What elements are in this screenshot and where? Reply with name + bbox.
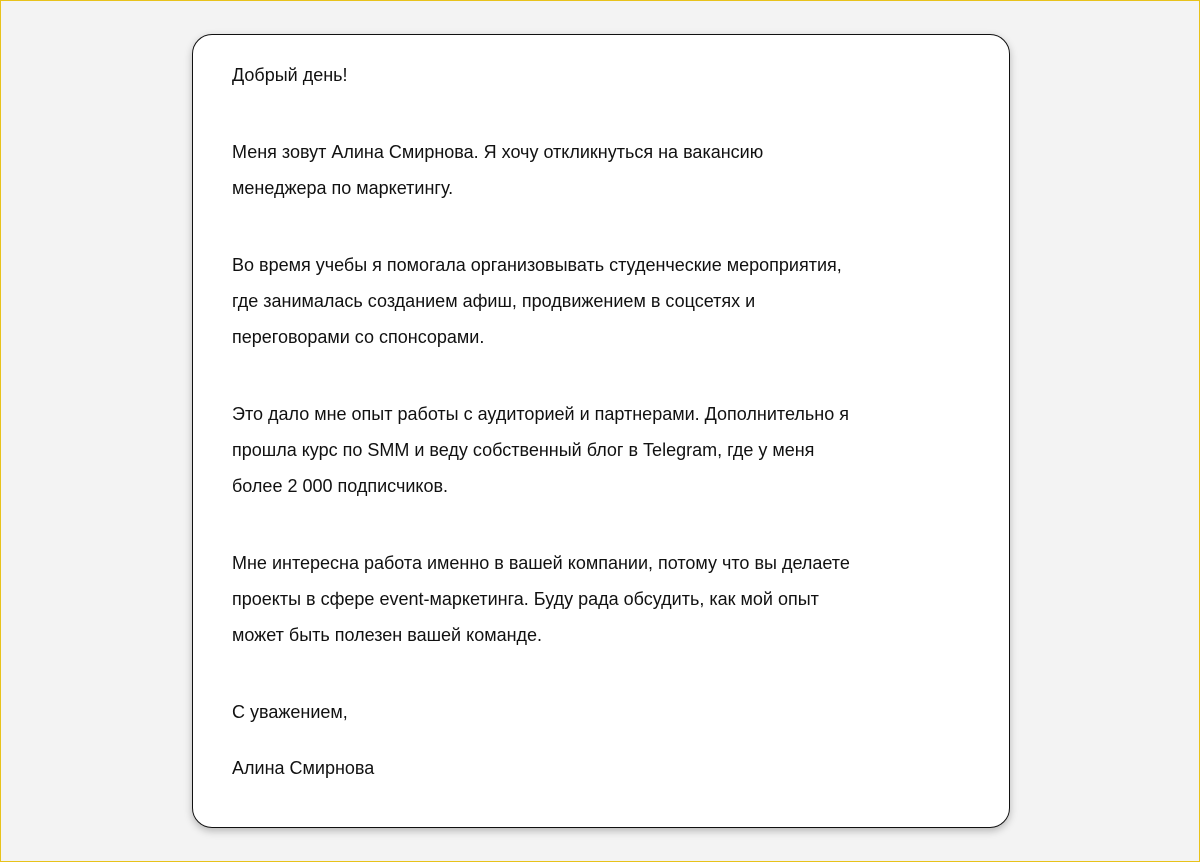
text-line: где занималась созданием афиш, продвижением в соцсетях и bbox=[232, 291, 756, 311]
text-line: Это дало мне опыт работы с аудиторией и партнерами. Дополнительно я bbox=[232, 404, 849, 424]
text-line: Меня зовут Алина Смирнова. Я хочу откликнуться на вакансию bbox=[232, 142, 764, 162]
text-line: может быть полезен вашей команде. bbox=[232, 625, 543, 645]
greeting-text: Добрый день! bbox=[232, 65, 348, 85]
text-line: Мне интересна работа именно в вашей компании, потому что вы делаете bbox=[232, 553, 850, 573]
signature bbox=[232, 750, 1009, 786]
closing bbox=[232, 694, 1009, 730]
paragraph-skills bbox=[232, 396, 1009, 504]
closing-text: С уважением, bbox=[232, 702, 348, 722]
text-line: Во время учебы я помогала организовывать студенческие мероприятия, bbox=[232, 255, 842, 275]
text-line: менеджера по маркетингу. bbox=[232, 178, 454, 198]
paragraph-motivation bbox=[232, 545, 1009, 653]
paragraph-experience bbox=[232, 247, 1009, 355]
text-line: переговорами со спонсорами. bbox=[232, 327, 485, 347]
paragraph-intro bbox=[232, 134, 1009, 206]
text-line: прошла курс по SMM и веду собственный блог в Telegram, где у меня bbox=[232, 440, 815, 460]
greeting bbox=[232, 57, 1009, 93]
text-line: более 2 000 подписчиков. bbox=[232, 476, 449, 496]
signature-text: Алина Смирнова bbox=[232, 758, 375, 778]
text-line: проекты в сфере event-маркетинга. Буду рада обсудить, как мой опыт bbox=[232, 589, 819, 609]
letter-card bbox=[192, 34, 1010, 828]
